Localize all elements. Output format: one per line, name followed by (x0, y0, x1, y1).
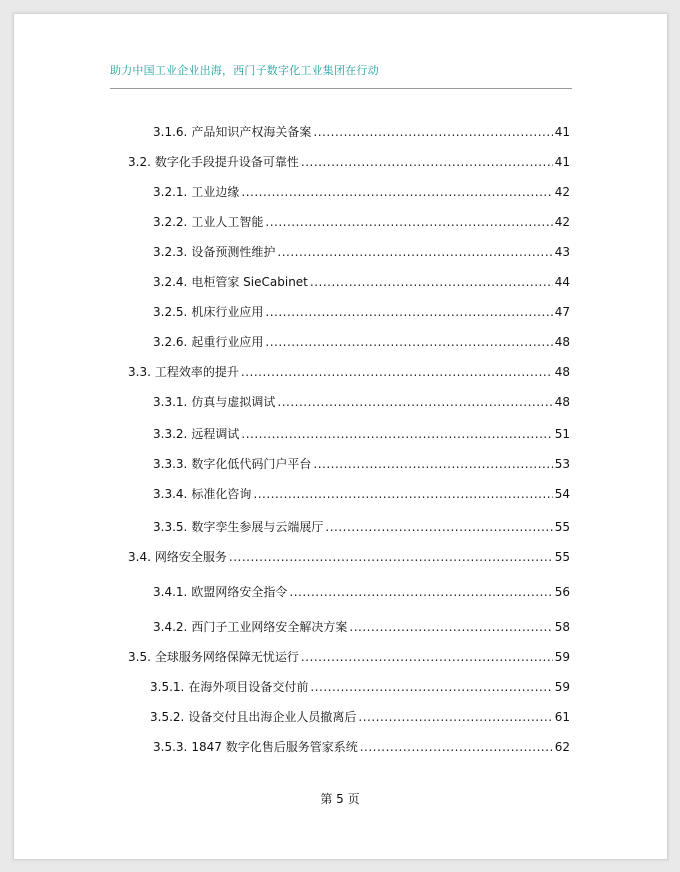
toc-entry[interactable] (150, 708, 570, 724)
toc-entry-title: 欧盟网络安全指令 (191, 585, 288, 599)
toc-entry-page: 42 (554, 215, 570, 229)
toc-entry-page: 48 (554, 365, 570, 379)
toc-entry[interactable] (128, 153, 570, 169)
toc-entry[interactable] (128, 363, 570, 379)
toc-entry-page: 53 (554, 457, 570, 471)
toc-entry-number: 3.5.3. (153, 740, 188, 754)
toc-entry[interactable] (153, 183, 570, 199)
toc-leader-dots (277, 245, 552, 259)
toc-entry[interactable] (153, 518, 570, 534)
toc-entry-page: 56 (554, 585, 570, 599)
toc-leader-dots (310, 680, 552, 694)
toc-entry-page: 42 (554, 185, 570, 199)
toc-entry-title: 远程调试 (191, 427, 240, 441)
toc-entry-page: 41 (554, 155, 570, 169)
toc-leader-dots (358, 710, 552, 724)
toc-leader-dots (265, 335, 552, 349)
toc-leader-dots (325, 520, 552, 534)
toc-entry-page: 58 (554, 620, 570, 634)
toc-entry-number: 3.3.4. (153, 487, 188, 501)
toc-entry-title: 产品知识产权海关备案 (191, 125, 312, 139)
toc-entry-title: 全球服务网络保障无忧运行 (154, 650, 299, 664)
toc-entry-page: 48 (554, 335, 570, 349)
toc-entry-number: 3.2.6. (153, 335, 188, 349)
toc-entry[interactable] (153, 273, 570, 289)
toc-entry-title: 西门子工业网络安全解决方案 (191, 620, 348, 634)
toc-entry[interactable] (150, 678, 570, 694)
toc-entry-number: 3.2.4. (153, 275, 188, 289)
toc-entry[interactable] (128, 548, 570, 564)
toc-entry[interactable] (153, 213, 570, 229)
toc-leader-dots (313, 457, 552, 471)
toc-entry-page: 43 (554, 245, 570, 259)
toc-entry[interactable] (153, 583, 570, 599)
toc-entry-title: 仿真与虚拟调试 (191, 395, 276, 409)
toc-leader-dots (301, 155, 553, 169)
toc-leader-dots (360, 740, 553, 754)
toc-leader-dots (289, 585, 552, 599)
toc-entry-number: 3.3.5. (153, 520, 188, 534)
toc-entry-page: 59 (554, 680, 570, 694)
toc-entry-page: 48 (554, 395, 570, 409)
toc-entry-title: 机床行业应用 (191, 305, 264, 319)
toc-entry[interactable] (153, 738, 570, 754)
toc-entry-number: 3.2.2. (153, 215, 188, 229)
toc-entry-title: 数字化低代码门户平台 (191, 457, 312, 471)
toc-entry-title: 标准化咨询 (191, 487, 252, 501)
toc-entry[interactable] (153, 333, 570, 349)
toc-entry[interactable] (153, 425, 570, 441)
toc-entry[interactable] (153, 393, 570, 409)
toc-entry-number: 3.4. (128, 550, 151, 564)
toc-leader-dots (253, 487, 552, 501)
toc-entry-number: 3.4.1. (153, 585, 188, 599)
toc-leader-dots (241, 185, 552, 199)
toc-entry-page: 44 (554, 275, 570, 289)
toc-entry-title: 工业人工智能 (191, 215, 264, 229)
toc-leader-dots (349, 620, 552, 634)
toc-entry-title: 1847 数字化售后服务管家系统 (191, 740, 358, 754)
toc-entry[interactable] (153, 455, 570, 471)
toc-entry-title: 工业边缘 (191, 185, 240, 199)
toc-leader-dots (310, 275, 553, 289)
toc-entry-title: 数字孪生参展与云端展厅 (191, 520, 324, 534)
toc-leader-dots (229, 550, 553, 564)
toc-entry-number: 3.3.1. (153, 395, 188, 409)
toc-entry[interactable] (153, 303, 570, 319)
toc-entry-page: 55 (554, 550, 570, 564)
page-number-footer: 第 5 页 (320, 792, 360, 806)
toc-entry-number: 3.1.6. (153, 125, 188, 139)
toc-entry-title: 起重行业应用 (191, 335, 264, 349)
toc-leader-dots (265, 305, 552, 319)
toc-leader-dots (277, 395, 552, 409)
toc-entry-title: 设备交付且出海企业人员撤离后 (188, 710, 357, 724)
toc-leader-dots (241, 365, 553, 379)
toc-entry[interactable] (153, 618, 570, 634)
toc-entry-number: 3.2.1. (153, 185, 188, 199)
toc-leader-dots (241, 427, 552, 441)
toc-leader-dots (265, 215, 552, 229)
toc-entry-title: 工程效率的提升 (154, 365, 239, 379)
toc-entry[interactable] (153, 485, 570, 501)
toc-entry-title: 网络安全服务 (154, 550, 227, 564)
toc-entry-number: 3.3.2. (153, 427, 188, 441)
toc-entry-number: 3.4.2. (153, 620, 188, 634)
toc-entry-number: 3.5.2. (150, 710, 185, 724)
toc-entry-title: 电柜管家 SieCabinet (191, 275, 308, 289)
page-header-title: 助力中国工业企业出海，西门子数字化工业集团在行动 (110, 64, 379, 77)
toc-entry-number: 3.3.3. (153, 457, 188, 471)
toc-entry[interactable] (128, 648, 570, 664)
toc-leader-dots (313, 125, 552, 139)
toc-entry-page: 47 (554, 305, 570, 319)
toc-entry-page: 41 (554, 125, 570, 139)
toc-entry-page: 54 (554, 487, 570, 501)
toc-entry[interactable] (153, 243, 570, 259)
toc-entry-number: 3.5. (128, 650, 151, 664)
toc-entry[interactable] (153, 123, 570, 139)
toc-entry-title: 设备预测性维护 (191, 245, 276, 259)
toc-entry-page: 62 (554, 740, 570, 754)
toc-entry-title: 数字化手段提升设备可靠性 (154, 155, 299, 169)
toc-entry-number: 3.5.1. (150, 680, 185, 694)
toc-entry-page: 51 (554, 427, 570, 441)
toc-leader-dots (301, 650, 553, 664)
toc-entry-number: 3.3. (128, 365, 151, 379)
toc-entry-number: 3.2.5. (153, 305, 188, 319)
toc-entry-number: 3.2.3. (153, 245, 188, 259)
toc-entry-page: 55 (554, 520, 570, 534)
toc-entry-page: 59 (554, 650, 570, 664)
toc-entry-title: 在海外项目设备交付前 (188, 680, 309, 694)
toc-entry-number: 3.2. (128, 155, 151, 169)
header-divider (110, 88, 572, 89)
toc-entry-page: 61 (554, 710, 570, 724)
